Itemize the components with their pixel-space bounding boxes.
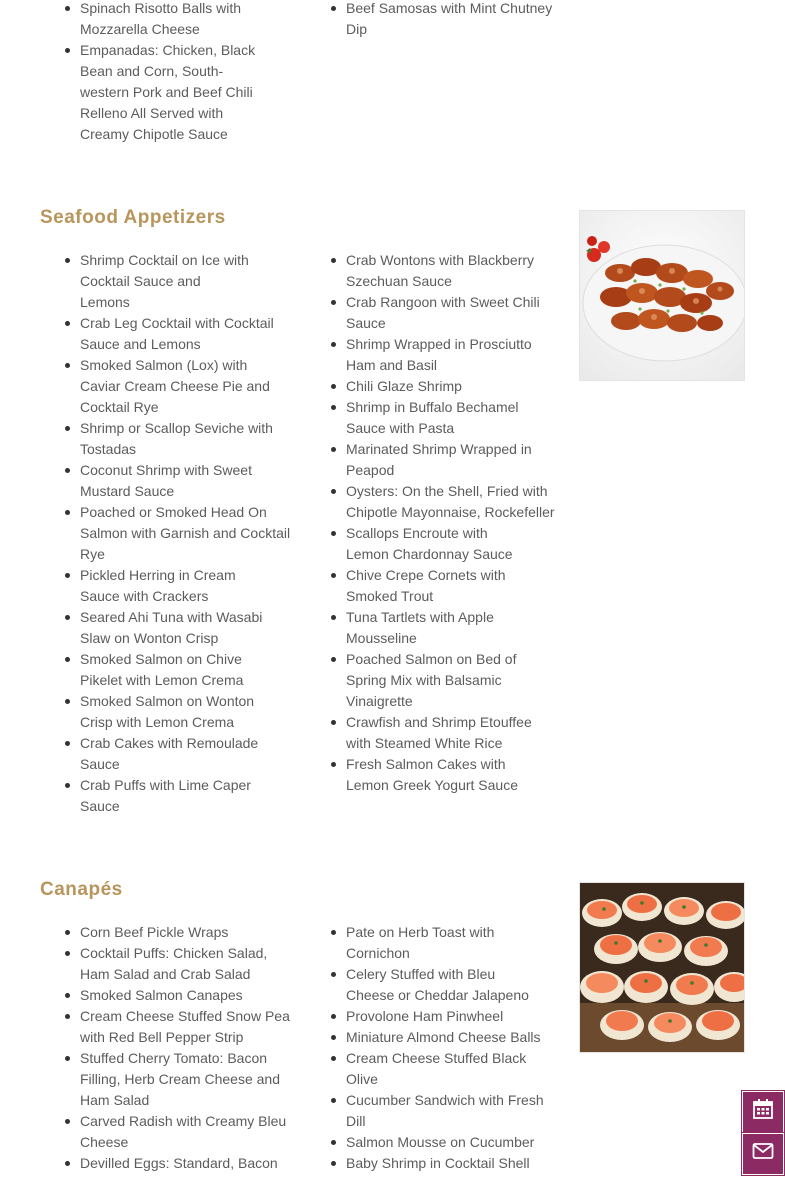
section-title-canapes: Canapés <box>40 879 123 900</box>
list-item: Crab Leg Cocktail with Cocktail Sauce and Lemons <box>40 313 292 355</box>
list-item: Cream Cheese Stuffed Snow Pea with Red Bell Pepper Strip <box>40 1006 292 1048</box>
list-item: Fresh Salmon Cakes with Lemon Greek Yogurt Sauce <box>306 754 564 796</box>
seafood-left-list <box>40 250 292 817</box>
list-item: Stuffed Cherry Tomato: Bacon Filling, Herb Cream Cheese and Ham Salad <box>40 1048 292 1111</box>
list-item: Shrimp Wrapped in Prosciutto Ham and Basil <box>306 334 564 376</box>
list-item: Provolone Ham Pinwheel <box>306 1006 564 1027</box>
list-item: Shrimp or Scallop Seviche with Tostadas <box>40 418 292 460</box>
list-item: Tuna Tartlets with Apple Mousseline <box>306 607 564 649</box>
canapes-right-list <box>306 922 564 1174</box>
list-item: Chili Glaze Shrimp <box>306 376 564 397</box>
list-item: Crawfish and Shrimp Etouffee with Steamed White Rice <box>306 712 564 754</box>
canapes-left-list <box>40 922 292 1174</box>
list-item: Marinated Shrimp Wrapped in Peapod <box>306 439 564 481</box>
seafood-right-list <box>306 250 564 796</box>
email-button[interactable] <box>742 1133 784 1175</box>
list-item: Devilled Eggs: Standard, Bacon <box>40 1153 292 1174</box>
list-item: Cucumber Sandwich with Fresh Dill <box>306 1090 564 1132</box>
list-item: Miniature Almond Cheese Balls <box>306 1027 564 1048</box>
list-item: Smoked Salmon on Chive Pikelet with Lemon Crema <box>40 649 292 691</box>
shrimp-photo <box>579 210 745 381</box>
list-item: Smoked Salmon on Wonton Crisp with Lemon Crema <box>40 691 292 733</box>
list-item: Empanadas: Chicken, Black Bean and Corn, South-western Pork and Beef Chili Relleno All Served with Creamy Chipotle Sauce <box>40 40 292 145</box>
list-item: Chive Crepe Cornets with Smoked Trout <box>306 565 564 607</box>
list-item: Cocktail Puffs: Chicken Salad, Ham Salad and Crab Salad <box>40 943 292 985</box>
list-item: Crab Puffs with Lime Caper Sauce <box>40 775 292 817</box>
canapes-photo <box>579 882 745 1053</box>
list-item: Poached Salmon on Bed of Spring Mix with Balsamic Vinaigrette <box>306 649 564 712</box>
list-item: Corn Beef Pickle Wraps <box>40 922 292 943</box>
list-item: Seared Ahi Tuna with Wasabi Slaw on Wonton Crisp <box>40 607 292 649</box>
list-item: Oysters: On the Shell, Fried with Chipotle Mayonnaise, Rockefeller <box>306 481 564 523</box>
section-title-seafood: Seafood Appetizers <box>40 207 226 228</box>
list-item: Pate on Herb Toast with Cornichon <box>306 922 564 964</box>
top-left-list <box>40 0 292 145</box>
list-item: Celery Stuffed with Bleu Cheese or Cheddar Jalapeno <box>306 964 564 1006</box>
list-item: Poached or Smoked Head On Salmon with Garnish and Cocktail Rye <box>40 502 292 565</box>
list-item: Beef Samosas with Mint Chutney Dip <box>306 0 564 40</box>
calendar-button[interactable] <box>742 1091 784 1133</box>
calendar-icon <box>752 1098 774 1126</box>
list-item: Smoked Salmon (Lox) with Caviar Cream Cheese Pie and Cocktail Rye <box>40 355 292 418</box>
list-item: Shrimp in Buffalo Bechamel Sauce with Pasta <box>306 397 564 439</box>
salmon-canapes-image <box>580 883 745 1053</box>
list-item: Salmon Mousse on Cucumber <box>306 1132 564 1153</box>
envelope-icon <box>752 1142 774 1166</box>
list-item: Carved Radish with Creamy Bleu Cheese <box>40 1111 292 1153</box>
canapes-section <box>40 878 745 1178</box>
list-item: Cream Cheese Stuffed Black Olive <box>306 1048 564 1090</box>
list-item: Crab Rangoon with Sweet Chili Sauce <box>306 292 564 334</box>
list-item: Spinach Risotto Balls with Mozzarella Cheese <box>40 0 292 40</box>
list-item: Pickled Herring in Cream Sauce with Crackers <box>40 565 292 607</box>
seafood-section <box>40 206 745 826</box>
list-item: Coconut Shrimp with Sweet Mustard Sauce <box>40 460 292 502</box>
list-item: Scallops Encroute with Lemon Chardonnay Sauce <box>306 523 564 565</box>
list-item: Crab Wontons with Blackberry Szechuan Sauce <box>306 250 564 292</box>
list-item: Baby Shrimp in Cocktail Shell <box>306 1153 564 1174</box>
top-right-list <box>306 0 564 40</box>
list-item: Smoked Salmon Canapes <box>40 985 292 1006</box>
list-item: Crab Cakes with Remoulade Sauce <box>40 733 292 775</box>
shrimp-plate-image <box>580 211 745 381</box>
top-continued-section <box>40 0 745 150</box>
list-item: Shrimp Cocktail on Ice with Cocktail Sauce and Lemons <box>40 250 292 313</box>
